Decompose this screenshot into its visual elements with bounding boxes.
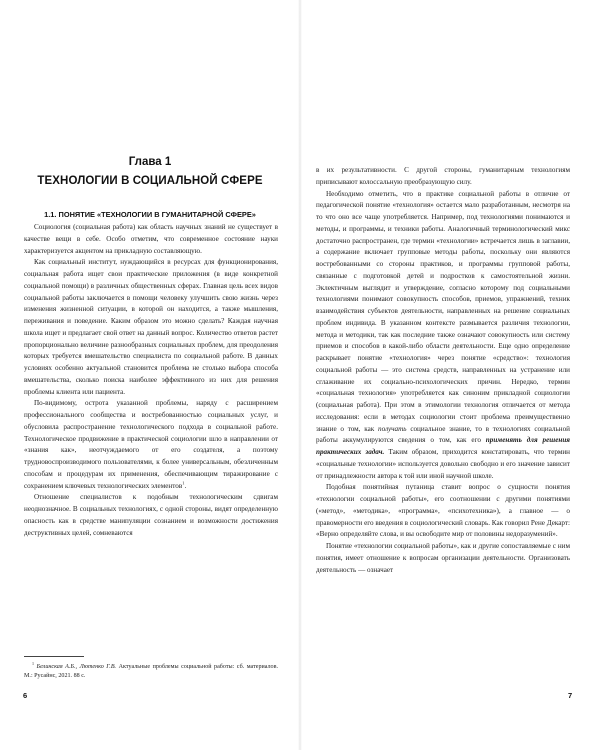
italic-term: получать bbox=[378, 424, 407, 433]
section-heading: 1.1. ПОНЯТИЕ «ТЕХНОЛОГИИ В ГУМАНИТАРНОЙ СФЕРЕ» bbox=[44, 210, 256, 219]
paragraph-text: Таким образом, приходится констатировать, что термин «социальные технологии» используется довольно свободно и его значение зависит от принадлежности автора к той или иной научной школе. bbox=[316, 448, 570, 480]
paragraph: Понятие «технологии социальной работы», как и другие сопоставляемые с ним понятия, имеет отношение к вопросам организации деятельности. Организовать деятельность — означает bbox=[316, 542, 570, 574]
right-page bbox=[300, 0, 600, 750]
paragraph: в их результативности. С другой стороны, гуманитарным технологиям приписывают колоссальную преобразующую силу. bbox=[316, 166, 570, 186]
footnote-marker: 1 bbox=[32, 661, 34, 666]
footnote-authors: Белинская А.Б., Лютенко Г.В. bbox=[36, 664, 117, 671]
chapter-number: Глава 1 bbox=[128, 156, 172, 168]
footnote-divider bbox=[24, 656, 84, 657]
footnote-text: Актуальные проблемы социальной работы: сб. материалов. М.: Русайнс, 2021. 88 с. bbox=[24, 664, 279, 679]
paragraph bbox=[316, 189, 570, 483]
page-number: 6 bbox=[23, 691, 28, 700]
paragraph: Как социальный институт, нуждающийся в ресурсах для функционирования, социальная работа ищет свои практические приложения (в виде конкретной социальной помощи) в различных общественных сферах. Главная цель всех видов социальной работы заключается в помощи человеку улучшить свою жизнь через изменения жизненной ситуации, в которой он находится, а также мышления, переживания и поведение. Каким образом это можно сделать? Каждая научная школа ищет и предлагает свой ответ на данный вопрос. Количество ответов растет пропорционально величине разнообразных социальных проблем, для преодоления которых требуется вмешательство специалиста по социальной работе. В данных условиях особенно актуальной становится проблема не столько выбора способа вмешательства, сколько поиска наиболее эффективного из них для решения проблемы клиента или пациента. bbox=[24, 258, 278, 396]
right-page-body bbox=[316, 165, 570, 576]
paragraph: Отношение специалистов к подобным технологическим сдвигам неоднозначное. В социальных технологиях, с одной стороны, видят определенную опасность как в средстве манипуляции сознанием и возможности достижения деструктивных целей, сомневаются bbox=[24, 493, 278, 537]
paragraph-text: социальное знание, то в технологиях социальной работы аккумулируются сведения о том, как его bbox=[316, 424, 570, 445]
emphasis-phrase: применять для решения практических задач. bbox=[316, 436, 570, 456]
footnote bbox=[24, 660, 278, 680]
page-number: 7 bbox=[568, 691, 573, 700]
left-page-body bbox=[24, 222, 278, 539]
paragraph: По-видимому, острота указанной проблемы, наряду с расширением профессионального сообщества и востребованностью социальных услуг, и обусловила распространение технологического подхода в социальной работе. Технологическое продвижение в практической социологии шло в направлении от «знания как», неотчуждаемого от его создателя, а поэтому трудновоспроизводимого пользователями, к более универсальным, обезличенным способам и процедурам их применения, обеспечивающим тиражирование с сохранением ключевых технологических элементов$^1$. bbox=[24, 399, 278, 490]
paragraph: Подобная понятийная путаница ставит вопрос о сущности понятия «технологии социальной работы», его соотношении с другими понятиями («метод», «методика», «программа», «психотехника»), а главное — о правомерности его введения в социологический словарь. Как говорил Рене Декарт: «Верно определяйте слова, и вы освободите мир от половины недоразумений». bbox=[316, 483, 570, 539]
paragraph-text: По-видимому, острота указанной проблемы, наряду с расширением профессионального сообщества и востребованностью социальных услуг, и обусловила распространение технологического подхода в социальной работе. Технологическое продвижение в практической социологии шло в направлении от «знания как», неотчуждаемого от его создателя, а поэтому трудновоспроизводимого пользователями, к более универсальным, обезличенным способам и процедурам их применения, обеспечивающим тиражирование с сохранением ключевых технологических элементов bbox=[24, 399, 278, 490]
paragraph: Социология (социальная работа) как область научных знаний не существует в качестве вещи в себе. Особо отметим, что современное состояние науки характеризуется акцентом на прикладную составляющую. bbox=[24, 223, 278, 255]
footnote-reference: 1 bbox=[182, 480, 185, 486]
paragraph-text: Необходимо отметить, что в практике социальной работы в отличие от педагогической понятие «технология» остается мало разработанным, несмотря на то что оно все чаще употребляется. Например, под технологиями понимаются и методы, и программы, и техники работы. Аналогичный терминологический микс достаточно распространен, где термин «технологии» встречается лишь в заглавии, а содержание включает групповые методы работы, поскольку они являются востребованными со стороны практиков, и программы групповой работы, связанные с подготовкой детей и подростков к самостоятельной жизни. Эклектичным выглядит и утверждение, согласно которому под социальными технологиями понимают совокупность способов, приемов, упражнений, техник взаимодействия субъектов деятельности, направленных на решение социальных проблем индивида. В указанном контексте размывается различия технологии, метода и методики, так как последние также означают совокупность или систему приемов и способов в какой-либо области деятельности. Еще одно определение раскрывает понятие «технология» через понятие «средство»: технология социальной работы — это система средств, направленных на устранение или сглаживание их социально-психологических причин. Нередко, термин «социальная технология» употребляется как синоним прикладной социологии (социальная работа). При этом в этимологии технология отличается от метода исследования: если в методах социологии стоит проблема преимущественно знание о том, как bbox=[316, 189, 570, 433]
chapter-title: ТЕХНОЛОГИИ В СОЦИАЛЬНОЙ СФЕРЕ bbox=[37, 175, 263, 187]
